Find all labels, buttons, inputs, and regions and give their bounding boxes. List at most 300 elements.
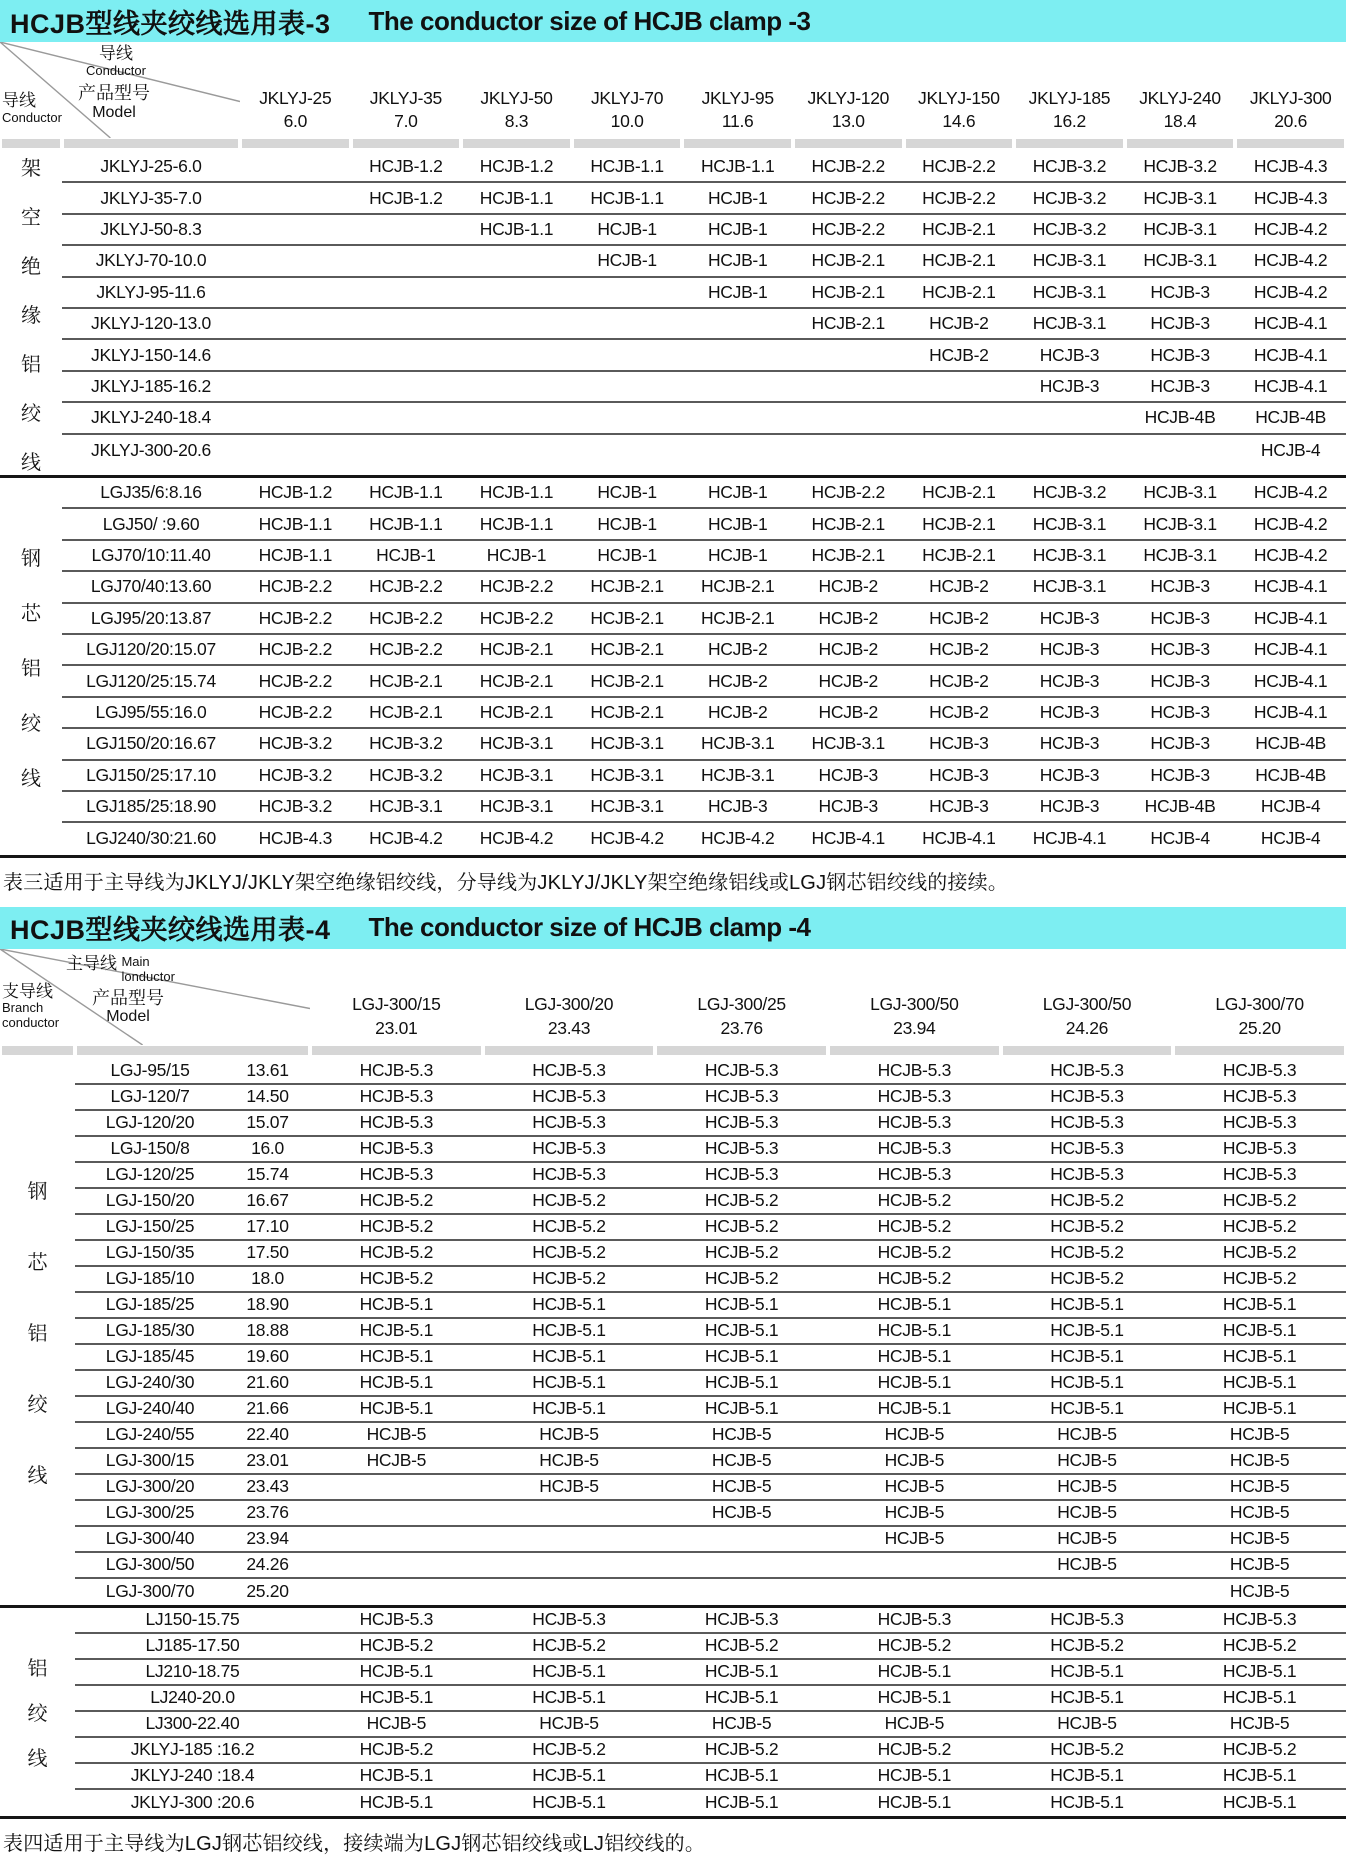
- clamp-cell: HCJB-5.1: [359, 1661, 434, 1682]
- row-model: JKLYJ-240 :18.4: [130, 1765, 255, 1786]
- clamp-cell: HCJB-5: [884, 1424, 945, 1445]
- table-row: [62, 435, 1346, 466]
- clamp-cell: HCJB-5.2: [532, 1216, 606, 1237]
- clamp-cell: HCJB-5.1: [532, 1346, 606, 1367]
- clamp-cell: HCJB-2.1: [922, 544, 996, 565]
- row-model: LGJ-120/7: [110, 1086, 190, 1107]
- table-row: [75, 1660, 1346, 1686]
- clamp-cell: HCJB-5.2: [1050, 1635, 1124, 1656]
- clamp-cell: HCJB-1.2: [369, 156, 443, 177]
- clamp-cell: HCJB-5.3: [359, 1086, 434, 1107]
- clamp-cell: HCJB-2.2: [369, 607, 443, 628]
- clamp-cell: HCJB-1.1: [258, 544, 333, 565]
- clamp-cell: HCJB-5.1: [1222, 1661, 1297, 1682]
- clamp-cell: HCJB-1: [707, 281, 768, 302]
- clamp-cell: HCJB-4B: [1255, 764, 1327, 785]
- table-row: [75, 1319, 1346, 1345]
- row-diameter: 23.94: [246, 1528, 289, 1549]
- clamp-cell: HCJB-5.1: [877, 1792, 952, 1813]
- clamp-cell: HCJB-2: [929, 313, 989, 334]
- clamp-cell: HCJB-5: [884, 1713, 945, 1734]
- band-segment: [657, 1046, 826, 1055]
- clamp-cell: HCJB-5.1: [704, 1765, 779, 1786]
- clamp-cell: HCJB-2.1: [479, 639, 554, 660]
- clamp-cell: HCJB-5.2: [704, 1739, 779, 1760]
- table3-corner-cell: [0, 42, 240, 138]
- clamp-cell: HCJB-3.1: [1143, 482, 1217, 503]
- clamp-cell: HCJB-1: [597, 544, 657, 565]
- row-model: LJ185-17.50: [145, 1635, 240, 1656]
- clamp-cell: HCJB-3: [1150, 670, 1210, 691]
- clamp-cell: HCJB-5.3: [877, 1060, 952, 1081]
- table-row: [75, 1163, 1346, 1189]
- clamp-cell: HCJB-5.2: [532, 1242, 606, 1263]
- clamp-cell: HCJB-5.1: [359, 1320, 434, 1341]
- table-row: [75, 1085, 1346, 1111]
- row-model: LGJ-150/35: [105, 1242, 195, 1263]
- clamp-cell: HCJB-4: [1260, 828, 1321, 849]
- row-model: JKLYJ-300-20.6: [91, 439, 211, 460]
- row-model: LGJ240/30:21.60: [86, 828, 216, 849]
- table4-column-header: [1173, 949, 1346, 1045]
- clamp-cell: HCJB-5.1: [704, 1346, 779, 1367]
- clamp-cell: HCJB-5.1: [1222, 1320, 1297, 1341]
- clamp-cell: HCJB-1: [707, 218, 768, 239]
- clamp-cell: HCJB-4.1: [1253, 670, 1328, 691]
- row-model: JKLYJ-150-14.6: [91, 344, 211, 365]
- clamp-cell: HCJB-2: [929, 670, 989, 691]
- clamp-cell: HCJB-5.1: [532, 1792, 606, 1813]
- clamp-cell: HCJB-3: [818, 796, 878, 817]
- clamp-cell: HCJB-5.1: [1222, 1792, 1297, 1813]
- clamp-cell: HCJB-3.1: [811, 733, 885, 754]
- clamp-cell: HCJB-5.1: [1050, 1661, 1124, 1682]
- table3-column-header: [461, 42, 572, 138]
- group-label-char: 绞: [21, 712, 41, 735]
- clamp-cell: HCJB-1.1: [369, 482, 443, 503]
- clamp-cell: HCJB-4.1: [1253, 576, 1328, 597]
- clamp-cell: HCJB-2.2: [369, 639, 443, 660]
- clamp-cell: HCJB-2: [707, 670, 768, 691]
- clamp-cell: HCJB-5.3: [1050, 1138, 1124, 1159]
- row-model: LGJ-300/50: [105, 1554, 195, 1575]
- clamp-cell: HCJB-2.2: [811, 156, 885, 177]
- clamp-cell: HCJB-4B: [1144, 796, 1216, 817]
- clamp-cell: HCJB-1: [597, 250, 657, 271]
- table3-column-header: [1125, 42, 1236, 138]
- table-row: [75, 1215, 1346, 1241]
- column-model: LGJ-300/50: [1042, 994, 1132, 1015]
- clamp-cell: HCJB-1.1: [258, 513, 333, 534]
- clamp-cell: HCJB-3: [1039, 764, 1100, 785]
- clamp-cell: HCJB-4.1: [1253, 701, 1328, 722]
- row-model: JKLYJ-70-10.0: [95, 250, 207, 271]
- clamp-cell: HCJB-2.2: [369, 576, 443, 597]
- clamp-cell: HCJB-5: [1057, 1713, 1117, 1734]
- row-diameter: 19.60: [246, 1346, 289, 1367]
- clamp-cell: HCJB-5.3: [1050, 1060, 1124, 1081]
- clamp-cell: HCJB-5: [539, 1450, 599, 1471]
- row-model: LGJ120/25:15.74: [86, 670, 216, 691]
- clamp-cell: HCJB-3.1: [1032, 313, 1107, 334]
- clamp-cell: HCJB-5.1: [1222, 1294, 1297, 1315]
- table-row: [75, 1423, 1346, 1449]
- clamp-cell: HCJB-3.1: [1143, 544, 1217, 565]
- clamp-cell: HCJB-3.1: [1032, 576, 1107, 597]
- clamp-cell: HCJB-3: [1039, 375, 1100, 396]
- clamp-cell: HCJB-3.1: [1143, 218, 1217, 239]
- row-diameter: 24.26: [246, 1554, 289, 1575]
- table-row: [62, 215, 1346, 246]
- clamp-cell: HCJB-5: [1229, 1502, 1290, 1523]
- clamp-cell: HCJB-5.2: [1050, 1216, 1124, 1237]
- clamp-cell: HCJB-1.1: [590, 156, 664, 177]
- table-row: [75, 1241, 1346, 1267]
- column-diameter: 24.26: [1065, 1018, 1109, 1039]
- clamp-cell: HCJB-5.1: [877, 1372, 952, 1393]
- clamp-cell: HCJB-5.2: [359, 1190, 434, 1211]
- table3-column-header: [1235, 42, 1346, 138]
- clamp-cell: HCJB-2: [707, 639, 768, 660]
- clamp-cell: HCJB-2.1: [811, 313, 885, 334]
- clamp-cell: HCJB-2: [818, 701, 878, 722]
- clamp-cell: HCJB-4.2: [1253, 281, 1328, 302]
- clamp-cell: HCJB-5.3: [532, 1164, 606, 1185]
- clamp-cell: HCJB-4.2: [1253, 544, 1328, 565]
- group-label-char: 线: [21, 452, 41, 474]
- column-model: JKLYJ-150: [918, 87, 1000, 108]
- row-diameter: 25.20: [246, 1581, 289, 1602]
- table-row: [75, 1475, 1346, 1501]
- band-segment: [830, 1046, 999, 1055]
- row-diameter: 16.67: [246, 1190, 289, 1211]
- clamp-cell: HCJB-2.1: [922, 482, 996, 503]
- column-diameter: 23.43: [547, 1018, 591, 1039]
- clamp-cell: HCJB-5.2: [704, 1216, 779, 1237]
- clamp-cell: HCJB-5.1: [359, 1792, 434, 1813]
- clamp-cell: HCJB-2.1: [700, 576, 775, 597]
- band-segment: [2, 1046, 73, 1055]
- clamp-cell: HCJB-5.2: [877, 1216, 952, 1237]
- clamp-cell: HCJB-3.1: [1032, 513, 1107, 534]
- table4-rows: [75, 1608, 1346, 1816]
- clamp-cell: HCJB-5: [539, 1424, 599, 1445]
- clamp-cell: HCJB-5: [1057, 1476, 1117, 1497]
- clamp-cell: HCJB-5: [366, 1450, 427, 1471]
- clamp-cell: HCJB-2.1: [590, 639, 664, 660]
- clamp-cell: HCJB-5.2: [532, 1739, 606, 1760]
- clamp-cell: HCJB-2: [707, 701, 768, 722]
- table3-rows: [62, 478, 1346, 855]
- row-diameter: 15.74: [246, 1164, 289, 1185]
- table4-title-en: The conductor size of HCJB clamp -4: [368, 912, 811, 943]
- clamp-cell: HCJB-5.1: [704, 1294, 779, 1315]
- clamp-cell: HCJB-3.1: [479, 733, 554, 754]
- column-model: LGJ-300/70: [1215, 994, 1304, 1015]
- clamp-cell: HCJB-3.1: [479, 764, 554, 785]
- column-diameter: 20.6: [1274, 111, 1308, 132]
- table-row: [62, 340, 1346, 371]
- table3-column-header: [904, 42, 1015, 138]
- clamp-cell: HCJB-5: [884, 1476, 945, 1497]
- column-model: JKLYJ-185: [1028, 87, 1111, 108]
- row-model: LJ240-20.0: [150, 1687, 235, 1708]
- clamp-cell: HCJB-4B: [1255, 407, 1327, 428]
- clamp-cell: HCJB-5.2: [704, 1268, 779, 1289]
- clamp-cell: HCJB-2.1: [590, 607, 664, 628]
- clamp-cell: HCJB-2: [929, 576, 989, 597]
- clamp-cell: HCJB-3.2: [258, 796, 333, 817]
- table3: [0, 42, 1346, 858]
- group-label-char: 绝: [21, 256, 41, 278]
- clamp-cell: HCJB-5.3: [1050, 1112, 1124, 1133]
- clamp-cell: HCJB-4: [1260, 796, 1321, 817]
- table4-rows: [75, 1059, 1346, 1605]
- row-model: LGJ-150/20: [105, 1190, 195, 1211]
- column-diameter: 23.76: [720, 1018, 763, 1039]
- clamp-cell: HCJB-5: [366, 1424, 427, 1445]
- clamp-cell: HCJB-5.2: [1222, 1190, 1297, 1211]
- clamp-cell: HCJB-5.3: [1222, 1609, 1297, 1630]
- clamp-cell: HCJB-5.2: [532, 1268, 606, 1289]
- clamp-cell: HCJB-2.2: [922, 156, 996, 177]
- clamp-cell: HCJB-1.1: [700, 156, 775, 177]
- table-row: [75, 1059, 1346, 1085]
- clamp-cell: HCJB-5: [884, 1502, 945, 1523]
- row-diameter: 23.76: [246, 1502, 289, 1523]
- table-row: [75, 1137, 1346, 1163]
- clamp-cell: HCJB-3.1: [1032, 544, 1107, 565]
- clamp-cell: HCJB-3: [1150, 701, 1210, 722]
- clamp-cell: HCJB-5.3: [1222, 1164, 1297, 1185]
- clamp-cell: HCJB-5.2: [1222, 1635, 1297, 1656]
- column-model: JKLYJ-240: [1139, 87, 1221, 108]
- clamp-cell: HCJB-5.3: [704, 1060, 779, 1081]
- clamp-cell: HCJB-5: [1057, 1528, 1117, 1549]
- table-row: [62, 152, 1346, 183]
- band-segment: [463, 139, 570, 148]
- clamp-cell: HCJB-5.1: [877, 1765, 952, 1786]
- table3-title-en: The conductor size of HCJB clamp -3: [368, 5, 811, 36]
- table3-column-header: [1014, 42, 1125, 138]
- table4-column-header: [1001, 949, 1174, 1045]
- clamp-cell: HCJB-2.2: [258, 607, 333, 628]
- clamp-cell: HCJB-5.1: [877, 1661, 952, 1682]
- clamp-cell: HCJB-5.1: [704, 1687, 779, 1708]
- clamp-cell: HCJB-5.2: [877, 1739, 952, 1760]
- row-model: LGJ120/20:15.07: [86, 639, 216, 660]
- group-label-char: 芯: [27, 1252, 48, 1275]
- column-model: LGJ-300/20: [524, 994, 614, 1015]
- clamp-cell: HCJB-2.1: [369, 701, 443, 722]
- clamp-cell: HCJB-5.3: [359, 1112, 434, 1133]
- clamp-cell: HCJB-5.3: [1222, 1112, 1297, 1133]
- clamp-cell: HCJB-5: [884, 1450, 945, 1471]
- clamp-cell: HCJB-4: [1260, 439, 1321, 460]
- clamp-cell: HCJB-5.1: [532, 1320, 606, 1341]
- clamp-cell: HCJB-1.2: [369, 187, 443, 208]
- clamp-cell: HCJB-5.2: [1222, 1739, 1297, 1760]
- table-row: [75, 1790, 1346, 1816]
- table-row: [62, 792, 1346, 823]
- group-label-char: 铝: [27, 1658, 48, 1681]
- clamp-cell: HCJB-5: [1229, 1713, 1290, 1734]
- row-model: JKLYJ-300 :20.6: [130, 1792, 255, 1813]
- row-diameter: 21.66: [246, 1398, 289, 1419]
- clamp-cell: HCJB-5.1: [1050, 1792, 1124, 1813]
- clamp-cell: HCJB-4.1: [1253, 607, 1328, 628]
- clamp-cell: HCJB-2.1: [590, 701, 664, 722]
- table-row: [75, 1686, 1346, 1712]
- clamp-cell: HCJB-2: [818, 576, 878, 597]
- clamp-cell: HCJB-5.1: [877, 1687, 952, 1708]
- band-segment: [485, 1046, 654, 1055]
- group-label-char: 线: [21, 767, 41, 790]
- clamp-cell: HCJB-3.1: [1143, 513, 1217, 534]
- clamp-cell: HCJB-5: [366, 1713, 427, 1734]
- clamp-cell: HCJB-5.3: [877, 1164, 952, 1185]
- clamp-cell: HCJB-2.1: [700, 607, 775, 628]
- band-segment: [1237, 139, 1344, 148]
- clamp-cell: HCJB-3.1: [700, 733, 775, 754]
- table4: [0, 949, 1346, 1819]
- column-diameter: 6.0: [283, 111, 308, 132]
- group-label-char: 绞: [27, 1394, 48, 1417]
- clamp-cell: HCJB-1: [486, 544, 547, 565]
- band-segment: [1127, 139, 1234, 148]
- clamp-cell: HCJB-4.3: [258, 828, 333, 849]
- clamp-cell: HCJB-4.2: [1253, 513, 1328, 534]
- clamp-cell: HCJB-5.1: [532, 1294, 606, 1315]
- table4-footnote: 表四适用于主导线为LGJ钢芯铝绞线，接续端为LGJ钢芯铝绞线或LJ铝绞线的。: [3, 1832, 706, 1855]
- row-model: LGJ-300/40: [105, 1528, 195, 1549]
- table-row: [75, 1397, 1346, 1423]
- clamp-cell: HCJB-5.3: [704, 1164, 779, 1185]
- clamp-cell: HCJB-5.2: [877, 1190, 952, 1211]
- row-diameter: 18.0: [251, 1268, 284, 1289]
- clamp-cell: HCJB-4: [1150, 828, 1210, 849]
- row-model: LGJ35/6:8.16: [100, 482, 202, 503]
- clamp-cell: HCJB-2: [929, 344, 989, 365]
- clamp-cell: HCJB-2: [818, 670, 878, 691]
- table-row: [75, 1371, 1346, 1397]
- row-diameter: 17.10: [246, 1216, 289, 1237]
- column-model: JKLYJ-95: [701, 87, 774, 108]
- clamp-cell: HCJB-5.1: [1222, 1346, 1297, 1367]
- clamp-cell: HCJB-2.2: [258, 670, 333, 691]
- table-row: [75, 1579, 1346, 1605]
- clamp-cell: HCJB-1.2: [258, 482, 333, 503]
- group-label-char: 线: [27, 1465, 48, 1488]
- clamp-cell: HCJB-2.2: [811, 187, 885, 208]
- clamp-cell: HCJB-5: [711, 1502, 772, 1523]
- clamp-cell: HCJB-5.3: [532, 1138, 606, 1159]
- clamp-cell: HCJB-4.2: [1253, 218, 1328, 239]
- clamp-cell: HCJB-3.2: [258, 764, 333, 785]
- clamp-cell: HCJB-5.1: [704, 1320, 779, 1341]
- clamp-cell: HCJB-3.1: [1143, 250, 1217, 271]
- clamp-cell: HCJB-5: [1229, 1581, 1290, 1602]
- row-model: LGJ185/25:18.90: [86, 796, 216, 817]
- column-diameter: 16.2: [1053, 111, 1086, 132]
- group-label-char: 绞: [21, 403, 41, 425]
- row-diameter: 23.01: [246, 1450, 289, 1471]
- table4-corner-cell: [0, 949, 310, 1045]
- table4-header: [0, 949, 1346, 1045]
- clamp-cell: HCJB-3: [818, 764, 878, 785]
- table-row: [62, 509, 1346, 540]
- table4-title-zh: HCJB型线夹绞线选用表-4: [10, 915, 331, 946]
- clamp-cell: HCJB-1: [597, 513, 657, 534]
- table4-header-band: [0, 1046, 1346, 1055]
- column-diameter: 25.20: [1238, 1018, 1281, 1039]
- row-diameter: 18.90: [246, 1294, 289, 1315]
- band-segment: [2, 139, 60, 148]
- clamp-cell: HCJB-2.1: [369, 670, 443, 691]
- clamp-cell: HCJB-5.1: [359, 1294, 434, 1315]
- group-label-char: 缘: [21, 305, 41, 327]
- band-segment: [795, 139, 902, 148]
- clamp-cell: HCJB-3.2: [1032, 156, 1107, 177]
- clamp-cell: HCJB-5.2: [704, 1190, 779, 1211]
- clamp-cell: HCJB-2.2: [811, 218, 885, 239]
- clamp-cell: HCJB-4B: [1144, 407, 1216, 428]
- row-model: LGJ-240/40: [105, 1398, 195, 1419]
- clamp-cell: HCJB-3: [1039, 733, 1100, 754]
- band-segment: [1016, 139, 1123, 148]
- clamp-cell: HCJB-5.3: [704, 1138, 779, 1159]
- table4-column-header: [655, 949, 828, 1045]
- table3-corner-top-label: 导线 Conductor: [86, 44, 146, 78]
- clamp-cell: HCJB-5: [1229, 1476, 1290, 1497]
- table-row: [62, 246, 1346, 277]
- table3-group-1: [0, 478, 1346, 858]
- clamp-cell: HCJB-5.3: [359, 1164, 434, 1185]
- table3-group-0: [0, 152, 1346, 478]
- clamp-cell: HCJB-5.3: [1050, 1086, 1124, 1107]
- clamp-cell: HCJB-5.2: [359, 1216, 434, 1237]
- clamp-cell: HCJB-5.2: [359, 1268, 434, 1289]
- clamp-cell: HCJB-5.2: [704, 1242, 779, 1263]
- clamp-cell: HCJB-5.3: [359, 1138, 434, 1159]
- clamp-cell: HCJB-4.2: [1253, 482, 1328, 503]
- clamp-cell: HCJB-5.1: [877, 1294, 952, 1315]
- clamp-cell: HCJB-3: [1039, 607, 1100, 628]
- table3-header: [0, 42, 1346, 138]
- table-row: [75, 1111, 1346, 1137]
- clamp-cell: HCJB-4.2: [369, 828, 443, 849]
- clamp-cell: HCJB-4.1: [811, 828, 885, 849]
- clamp-cell: HCJB-5.1: [359, 1765, 434, 1786]
- table-row: [75, 1634, 1346, 1660]
- clamp-cell: HCJB-5.3: [532, 1609, 606, 1630]
- clamp-cell: HCJB-3: [929, 764, 989, 785]
- row-diameter: 15.07: [246, 1112, 289, 1133]
- clamp-cell: HCJB-5.3: [704, 1112, 779, 1133]
- clamp-cell: HCJB-5.1: [877, 1320, 952, 1341]
- table-row: [62, 604, 1346, 635]
- clamp-cell: HCJB-5: [1229, 1450, 1290, 1471]
- clamp-cell: HCJB-5.3: [704, 1609, 779, 1630]
- clamp-cell: HCJB-3: [707, 796, 768, 817]
- clamp-cell: HCJB-5.1: [359, 1346, 434, 1367]
- table4-column-header: [828, 949, 1001, 1045]
- row-model: LGJ-185/25: [105, 1294, 195, 1315]
- table4-group-0: [0, 1059, 1346, 1608]
- row-model: JKLYJ-50-8.3: [100, 218, 202, 239]
- band-segment: [353, 139, 460, 148]
- clamp-cell: HCJB-3.1: [479, 796, 554, 817]
